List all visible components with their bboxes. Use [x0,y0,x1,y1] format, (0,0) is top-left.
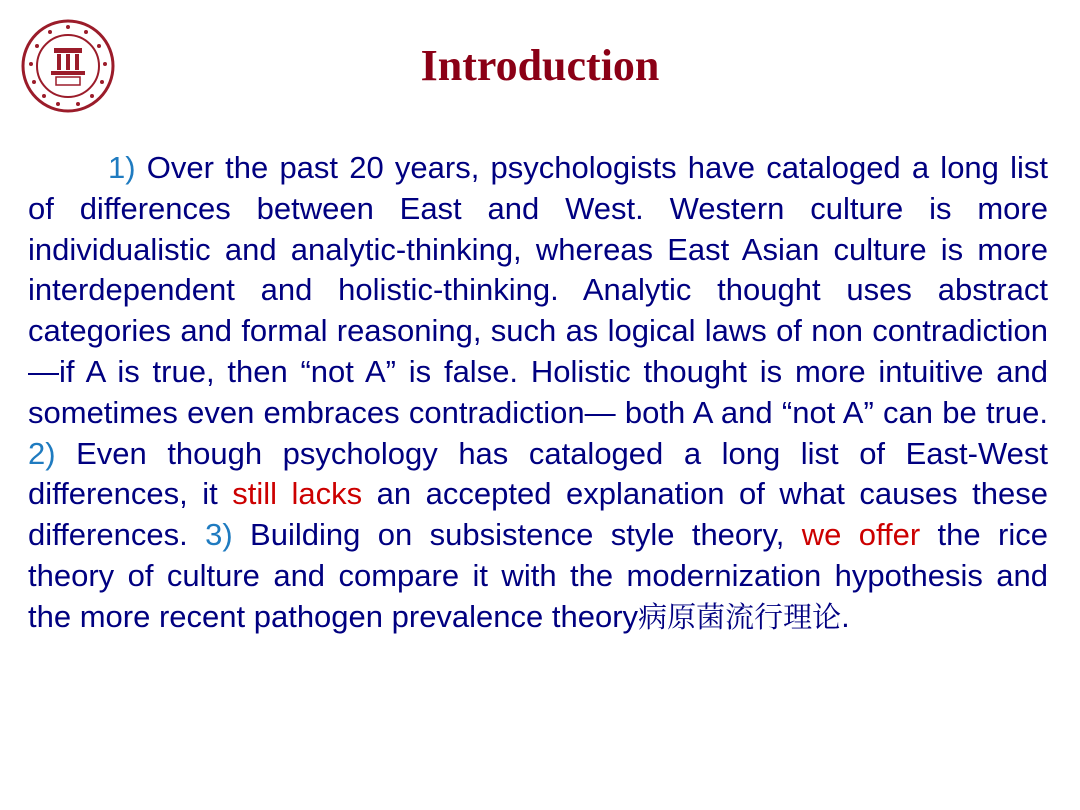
paragraph-text-2: Even though psychology has cataloged a long list of East-West differences, it [28,435,1048,512]
point-marker-3: 3) [205,517,233,553]
emphasis-still-lacks: still lacks [232,476,363,512]
point-marker-2: 2) [28,435,56,471]
paragraph-text-3: an accepted explanation of what causes these differences. [28,476,1048,553]
emphasis-we-offer: we offer [801,517,921,553]
chinese-term: 病原菌流行理论 [638,599,842,634]
point-marker-1: 1) [108,150,136,185]
page-title: Introduction [420,41,660,90]
paragraph-text-4: Building on subsistence style theory, [232,517,802,553]
paragraph-text-1: Over the past 20 years, psychologists have cataloged a long list of differences between East and West. Western culture is more individualistic and analytic-thinking, whereas East Asian culture is more interdependent and holistic-thinking. Analytic thought uses abstract categories and formal reasoning, such as logical laws of non contradiction —if A is true, then “not A” is false. Holistic thought is more intuitive and sometimes even embraces contradiction— both A and “not A” can be true. [28,150,1048,430]
paragraph-text-5: the rice theory of culture and compare it with the modernization hypothesis and the more recent pathogen prevalence theory [28,517,1048,634]
paragraph-text-6: . [841,598,850,634]
introduction-paragraph [28,148,1048,638]
